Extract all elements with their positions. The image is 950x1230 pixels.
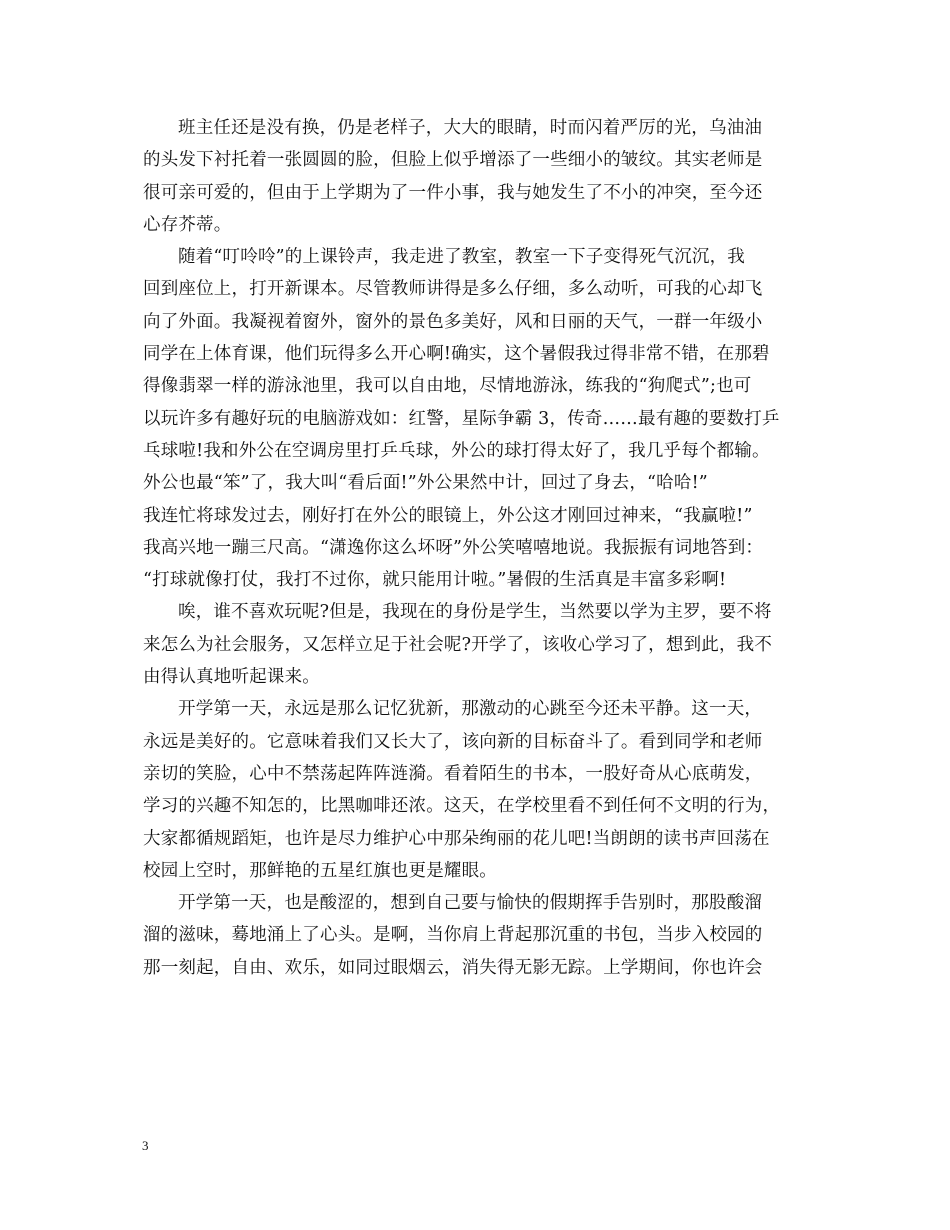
text-line: 班主任还是没有换，仍是老样子，大大的眼睛，时而闪着严厉的光，乌油油 [178,118,763,138]
text-line: 我高兴地一蹦三尺高。“潇逸你这么坏呀”外公笑嘻嘻地说。我振振有词地答到： [143,537,764,558]
text-line: 同学在上体育课，他们玩得多么开心啊!确实，这个暑假我过得非常不错，在那碧 [143,344,770,365]
text-line: 开学第一天，也是酸涩的，想到自己要与愉快的假期挥手告别时，那股酸溜 [178,893,763,914]
text-line: 校园上空时，那鲜艳的五星红旗也更是耀眼。 [143,860,497,881]
text-line: 唉，谁不喜欢玩呢?但是，我现在的身份是学生，当然要以学为主罗，要不将 [178,602,772,623]
text-line: 回到座位上，打开新课本。尽管教师讲得是多么仔细，多么动听，可我的心却飞 [143,279,763,300]
text-line: 来怎么为社会服务，又怎样立足于社会呢?开学了，该收心学习了，想到此，我不 [143,634,773,655]
text-line: 以玩许多有趣好玩的电脑游戏如：红警，星际争霸 3，传奇……最有趣的要数打乒 [143,408,780,429]
text-line: 乓球啦!我和外公在空调房里打乒乓球，外公的球打得太好了，我几乎每个都输。 [143,440,770,461]
text-line: 我连忙将球发过去，刚好打在外公的眼镜上，外公这才刚回过神来，“我赢啦!” [143,505,753,526]
paragraph-4 [143,693,813,887]
paragraph-3 [143,596,813,693]
text-line: 由得认真地听起课来。 [143,667,320,688]
text-line: 外公也最“笨”了，我大叫“看后面!”外公果然中计，回过了身去，“哈哈!” [143,473,708,494]
paragraph-2 [143,241,813,596]
text-line: 得像翡翠一样的游泳池里，我可以自由地，尽情地游泳，练我的“狗爬式”;也可 [143,376,752,397]
paragraph-5 [143,887,813,984]
text-line: 的头发下衬托着一张圆圆的脸，但脸上似乎增添了一些细小的皱纹。其实老师是 [143,150,763,171]
text-line: 亲切的笑脸，心中不禁荡起阵阵涟漪。看着陌生的书本，一股好奇从心底萌发， [143,763,763,784]
text-line: 大家都循规蹈矩，也许是尽力维护心中那朵绚丽的花儿吧!当朗朗的读书声回荡在 [143,828,770,849]
text-line: 学习的兴趣不知怎的，比黑咖啡还浓。这天，在学校里看不到任何不文明的行为， [143,796,781,817]
text-line: “打球就像打仗，我打不过你，就只能用计啦。”暑假的生活真是丰富多彩啊! [143,570,727,591]
text-line: 开学第一天，永远是那么记忆犹新，那激动的心跳至今还未平静。这一天， [178,699,763,720]
text-line: 心存芥蒂。 [143,214,232,235]
text-line: 那一刻起，自由、欢乐，如同过眼烟云，消失得无影无踪。上学期间，你也许会 [143,957,763,978]
page-number: 3 [142,1138,149,1153]
text-line: 随着“叮呤呤”的上课铃声，我走进了教室，教室一下子变得死气沉沉，我 [178,247,745,268]
document-body [143,112,813,984]
text-line: 向了外面。我凝视着窗外，窗外的景色多美好，风和日丽的天气，一群一年级小 [143,311,763,332]
paragraph-1 [143,112,813,241]
text-line: 永远是美好的。它意味着我们又长大了，该向新的目标奋斗了。看到同学和老师 [143,731,763,752]
text-line: 很可亲可爱的，但由于上学期为了一件小事，我与她发生了不小的冲突，至今还 [143,182,763,203]
text-line: 溜的滋味，蓦地涌上了心头。是啊，当你肩上背起那沉重的书包，当步入校园的 [143,925,763,946]
